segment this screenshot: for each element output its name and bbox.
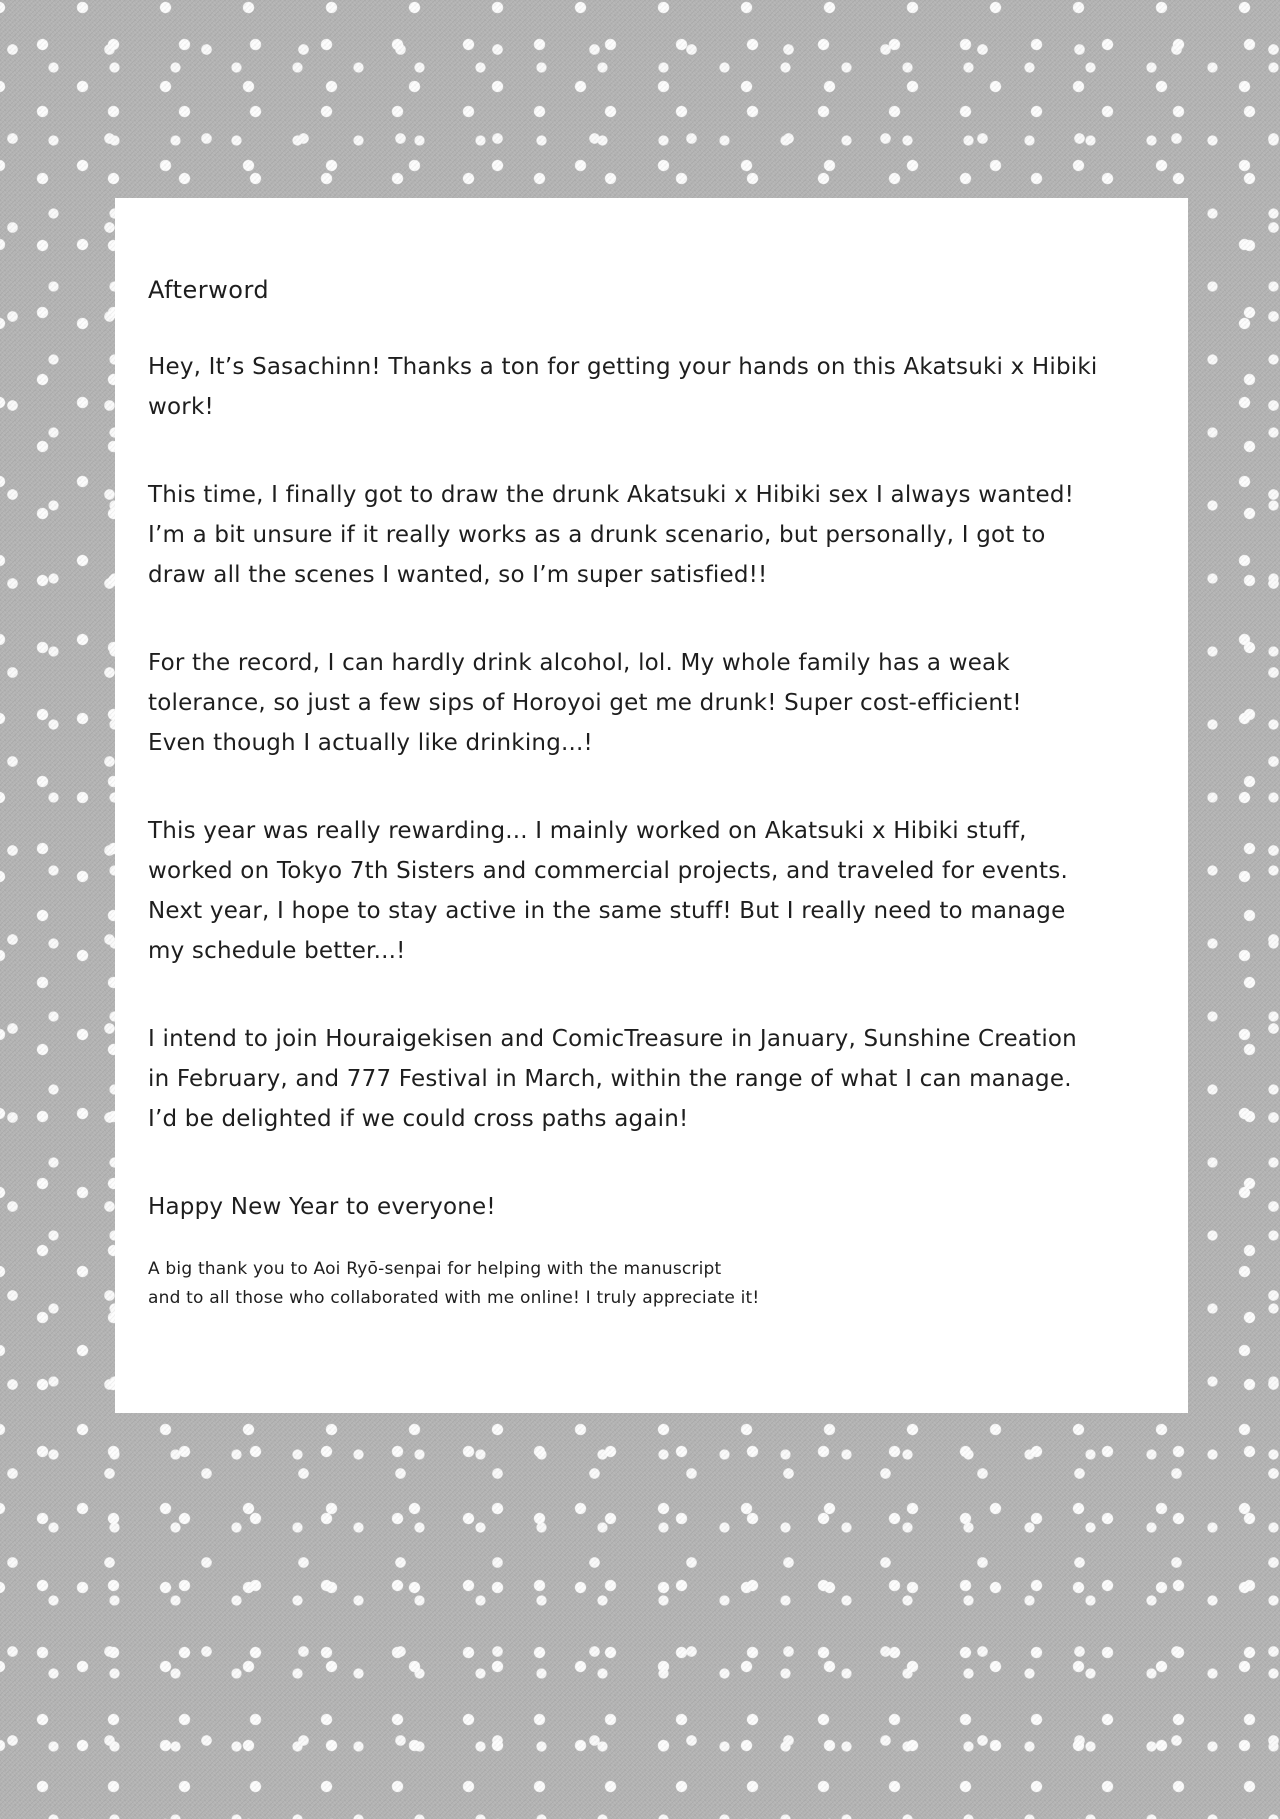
- text-line: I’d be delighted if we could cross paths again!: [148, 1106, 689, 1132]
- footnote-line: and to all those who collaborated with me online! I truly appreciate it!: [148, 1288, 760, 1308]
- text-line: For the record, I can hardly drink alcohol, lol. My whole family has a weak: [148, 650, 1010, 676]
- text-line: in February, and 777 Festival in March, within the range of what I can manage.: [148, 1066, 1072, 1092]
- thanks-footnote: [148, 1255, 1164, 1313]
- alcohol-tolerance-paragraph: [148, 643, 1164, 763]
- footnote-line: A big thank you to Aoi Ryō-senpai for helping with the manuscript: [148, 1259, 722, 1279]
- text-line: Happy New Year to everyone!: [148, 1194, 496, 1220]
- text-line: Hey, It’s Sasachinn! Thanks a ton for getting your hands on this Akatsuki x Hibiki: [148, 354, 1098, 380]
- text-line: Next year, I hope to stay active in the same stuff! But I really need to manage: [148, 898, 1066, 924]
- drunk-scenario-paragraph: [148, 475, 1164, 595]
- afterword-panel: [115, 198, 1188, 1413]
- text-line: work!: [148, 394, 214, 420]
- text-line: Even though I actually like drinking...!: [148, 730, 593, 756]
- greeting-paragraph: [148, 347, 1164, 427]
- text-line: tolerance, so just a few sips of Horoyoi get me drunk! Super cost-efficient!: [148, 690, 1022, 716]
- upcoming-events-paragraph: [148, 1019, 1164, 1139]
- text-line: worked on Tokyo 7th Sisters and commercial projects, and traveled for events.: [148, 858, 1068, 884]
- text-line: I’m a bit unsure if it really works as a drunk scenario, but personally, I got to: [148, 522, 1046, 548]
- page-title: Afterword: [148, 276, 270, 304]
- text-line: draw all the scenes I wanted, so I’m super satisfied!!: [148, 562, 768, 588]
- text-line: my schedule better...!: [148, 938, 406, 964]
- new-year-greeting: [148, 1187, 1164, 1227]
- text-line: This year was really rewarding... I mainly worked on Akatsuki x Hibiki stuff,: [148, 818, 1027, 844]
- year-review-paragraph: [148, 811, 1164, 971]
- text-line: This time, I finally got to draw the drunk Akatsuki x Hibiki sex I always wanted!: [148, 482, 1075, 508]
- text-line: I intend to join Houraigekisen and ComicTreasure in January, Sunshine Creation: [148, 1026, 1077, 1052]
